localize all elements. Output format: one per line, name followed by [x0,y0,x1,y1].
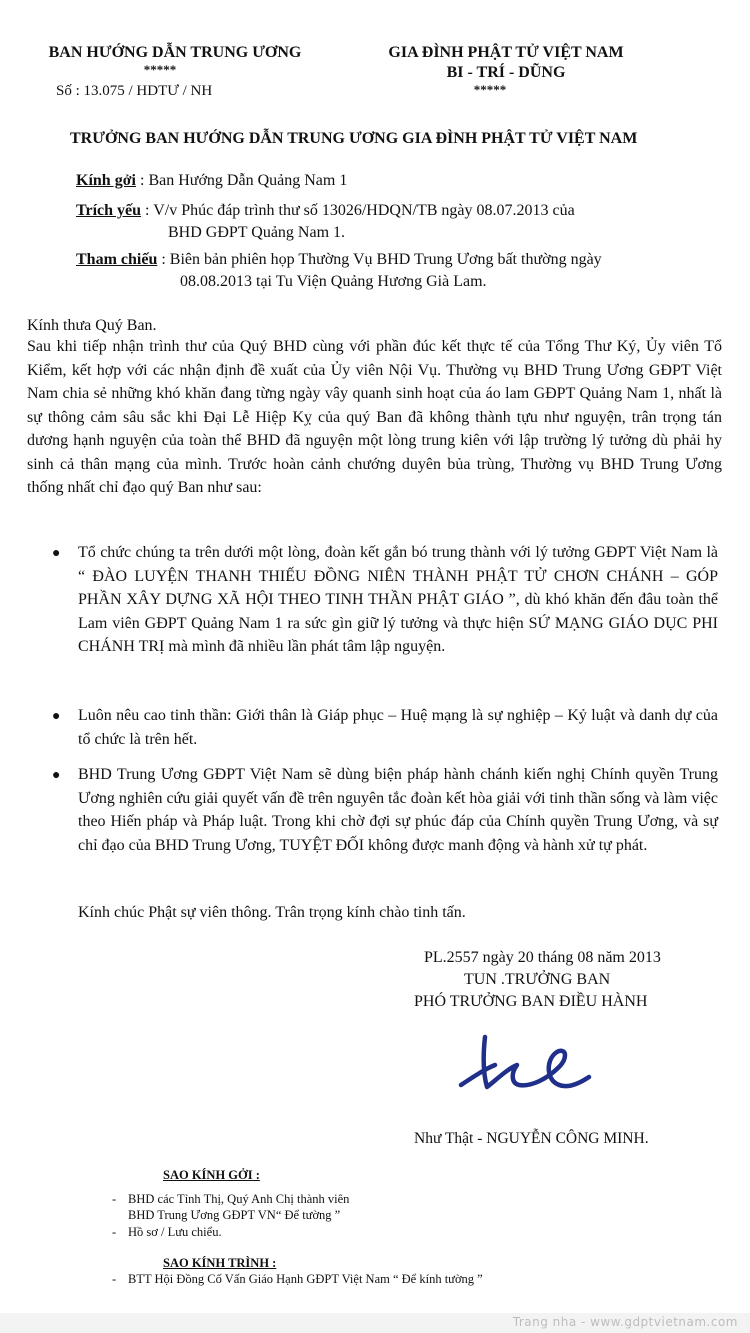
directive-item-2: Luôn nêu cao tinh thần: Giới thân là Giáp phục – Huệ mạng là sự nghiệp – Kỷ luật và danh dự của tổ chức là trên hết. [78,707,718,748]
directive-item-3: BHD Trung Ương GĐPT Việt Nam sẽ dùng biện pháp hành chánh kiến nghị Chính quyền Trung Ương nghiên cứu giải quyết vấn đề trên nguyên tắc đoàn kết hòa giải với tinh thần sống và làm việc theo Hiến pháp và Pháp luật. Trong khi chờ đợi sự phúc đáp của Chính quyền Trung Ương, và sự chỉ đạo của BHD Trung Ương, TUYỆT ĐỐI không được manh động và hành xử tự phát. [78,766,718,854]
reference-value-1: : Biên bản phiên họp Thường Vụ BHD Trung Ương bất thường ngày [157,251,602,268]
handwritten-signature [455,1025,595,1105]
signature-date: PL.2557 ngày 20 tháng 08 năm 2013 [424,949,661,966]
intro-paragraph: Sau khi tiếp nhận trình thư của Quý BHD cùng với phần đúc kết thực tế của Tổng Thư Ký, Ủy viên Tổ Kiểm, kết hợp với các nhận định đề xuất của Ủy viên Nội Vụ. Thường vụ BHD Trung Ương GĐPT Việt Nam chia sẻ những khó khăn đang từng ngày vây quanh sinh hoạt của áo lam GĐPT Quảng Nam 1, nhất là sự thông cảm sâu sắc khi Đại Lễ Hiệp Kỵ của quý Ban đã không thành tựu như nguyện, trân trọng tán dương hạnh nguyện của toàn thể BHD đã nguyện một lòng trung kiên với lập trường lý tưởng dù phải hy sinh cả thân mạng của mình. Trước hoàn cảnh chướng duyên bủa trùng, Thường vụ BHD Trung Ương thống nhất chỉ đạo quý Ban như sau: [27,338,722,496]
reference-value-2: 08.08.2013 tại Tu Viện Quảng Hương Già Lam. [180,273,487,290]
organization-motto: BI - TRÍ - DŨNG [446,64,566,81]
reference-line [76,248,602,272]
bullet-icon: ● [52,709,61,724]
cc-send-label: SAO KÍNH GỞI : [163,1168,260,1182]
signature-on-behalf: TUN .TRƯỞNG BAN [464,971,611,988]
site-watermark: Trang nha - www.gdptvietnam.com [512,1315,738,1329]
salutation: Kính thưa Quý Ban. [27,317,157,334]
directive-item-1: Tổ chức chúng ta trên dưới một lòng, đoàn kết gắn bó trung thành với lý tưởng GĐPT Việt Nam là “ ĐÀO LUYỆN THANH THIẾU ĐỒNG NIÊN THÀNH PHẬT TỬ CHƠN CHÁNH – GÓP PHẦN XÂY DỰNG XÃ HỘI THEO TINH THẦN PHẬT GIÁO ”, dù khó khăn đến đâu toàn thể Lam viên GĐPT Quảng Nam 1 ra sức gìn giữ lý tưởng và thực hiện SỨ MẠNG GIÁO DỤC PHI CHÁNH TRỊ mà mình đã nhiều lần phát tâm lập nguyện. [78,544,718,656]
document-title: TRƯỞNG BAN HƯỚNG DẪN TRUNG ƯƠNG GIA ĐÌNH PHẬT TỬ VIỆT NAM [70,130,638,147]
recipient-label: Kính gởi [76,172,136,189]
document-number: Số : 13.075 / HDTƯ / NH [56,83,213,99]
recipient-line [76,169,347,193]
list-item: - [112,1192,117,1206]
issuing-body: BAN HƯỚNG DẪN TRUNG ƯƠNG [48,44,302,61]
left-stars: ***** [143,62,177,77]
cc-send-item-2: Hồ sơ / Lưu chiểu. [128,1225,222,1239]
subject-line [76,199,575,223]
subject-value-1: : V/v Phúc đáp trình thư số 13026/HDQN/TB ngày 08.07.2013 của [141,202,575,219]
signatory-name: Như Thật - NGUYỄN CÔNG MINH. [414,1130,649,1147]
subject-label: Trích yếu [76,202,142,219]
list-item: - [112,1272,117,1286]
subject-value-2: BHD GĐPT Quảng Nam 1. [168,224,346,241]
cc-send-item-1-cont: BHD Trung Ương GĐPT VN“ Để tường ” [128,1208,341,1222]
reference-label: Tham chiếu [76,251,158,268]
cc-send-item-1: BHD các Tỉnh Thị, Quý Anh Chị thành viên [128,1192,350,1206]
right-stars: ***** [473,82,507,97]
recipient-value: : Ban Hướng Dẫn Quảng Nam 1 [136,172,348,189]
signature-position: PHÓ TRƯỞNG BAN ĐIỀU HÀNH [414,993,648,1010]
cc-submit-label: SAO KÍNH TRÌNH : [163,1256,277,1270]
closing-wishes: Kính chúc Phật sự viên thông. Trân trọng kính chào tinh tấn. [78,904,466,921]
bullet-icon: ● [52,768,61,783]
organization-name: GIA ĐÌNH PHẬT TỬ VIỆT NAM [388,44,624,61]
cc-submit-item-1: BTT Hội Đồng Cố Vấn Giáo Hạnh GĐPT Việt Nam “ Để kính tường ” [128,1272,483,1286]
list-item: - [112,1225,117,1239]
bullet-icon: ● [52,546,61,561]
